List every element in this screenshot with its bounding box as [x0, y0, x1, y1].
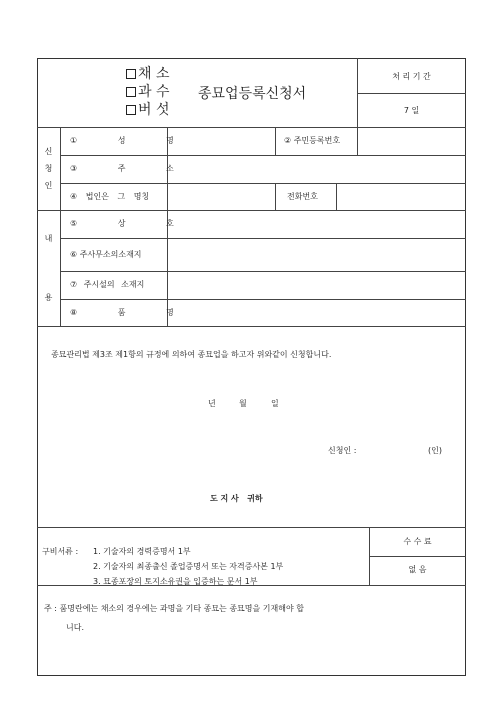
required-doc-2: 2. 기술자의 최종출신 졸업증명서 또는 자격증사본 1부 — [93, 562, 284, 571]
seal-mark: (인) — [428, 446, 442, 455]
content-section-label-1: 내 — [44, 234, 53, 243]
phone-field[interactable] — [337, 184, 465, 209]
name-label: ① 성 명 — [70, 136, 174, 145]
form-title: 종묘업등록신청서 — [198, 86, 307, 102]
applicant-section-label-2: 청 — [44, 164, 53, 173]
checkbox-icon[interactable] — [126, 87, 136, 97]
title-option-vegetable: 채 소 — [126, 66, 170, 82]
note-line-2: 니다. — [66, 623, 84, 632]
processing-period-label: 처 리 기 간 — [392, 72, 431, 81]
required-doc-3: 3. 묘종포장의 토지소유권을 입증하는 문서 1부 — [93, 577, 258, 586]
content-section-label-2: 용 — [44, 293, 53, 302]
corporation-name-label: ④ 법인은 그 명칭 — [70, 192, 150, 201]
corporation-name-field[interactable] — [168, 184, 274, 209]
address-field[interactable] — [168, 156, 465, 182]
applicant-section-label-1: 신 — [44, 147, 53, 156]
date-day: 일 — [271, 399, 279, 408]
application-statement: 종묘관리법 제3조 제1항의 규정에 의하여 종묘업을 하고자 위와같이 신청합니다. — [51, 350, 332, 359]
date-year: 년 — [208, 399, 216, 408]
resident-id-label: ② 주민등록번호 — [284, 136, 341, 145]
processing-period-value: 7 일 — [403, 106, 420, 115]
applicant-section-label-3: 인 — [44, 181, 53, 190]
fee-label: 수 수 료 — [403, 537, 432, 546]
resident-id-field[interactable] — [358, 128, 465, 154]
item-name-label: ⑧ 품 명 — [70, 308, 174, 317]
required-docs-label: 구비서류 : — [42, 547, 79, 556]
main-office-address-field[interactable] — [168, 239, 465, 270]
required-doc-1: 1. 기술자의 경력증명서 1부 — [93, 547, 191, 556]
fee-value: 없 음 — [408, 565, 427, 574]
checkbox-icon[interactable] — [126, 69, 136, 79]
main-office-address-label: ⑥ 주사무소의소재지 — [70, 250, 142, 259]
checkbox-icon[interactable] — [126, 105, 136, 115]
trade-name-label: ⑤ 상 호 — [70, 219, 174, 228]
title-option-fruit: 과 수 — [126, 84, 170, 100]
address-label: ③ 주 소 — [70, 164, 174, 173]
applicant-signature-label: 신청인 : — [328, 446, 357, 455]
item-name-field[interactable] — [168, 300, 465, 325]
main-facility-address-field[interactable] — [168, 272, 465, 298]
main-facility-address-label: ⑦ 주시설의 소재지 — [70, 280, 145, 289]
title-option-mushroom: 버 섯 — [126, 102, 170, 118]
date-month: 월 — [239, 399, 247, 408]
note-line-1: 주 : 품명란에는 채소의 경우에는 과명을 기타 종묘는 종묘명을 기재해야 합 — [44, 604, 304, 613]
phone-label: 전화번호 — [287, 192, 318, 201]
name-field[interactable] — [168, 128, 274, 154]
recipient: 도 지 사 귀하 — [210, 494, 263, 503]
trade-name-field[interactable] — [168, 211, 465, 237]
